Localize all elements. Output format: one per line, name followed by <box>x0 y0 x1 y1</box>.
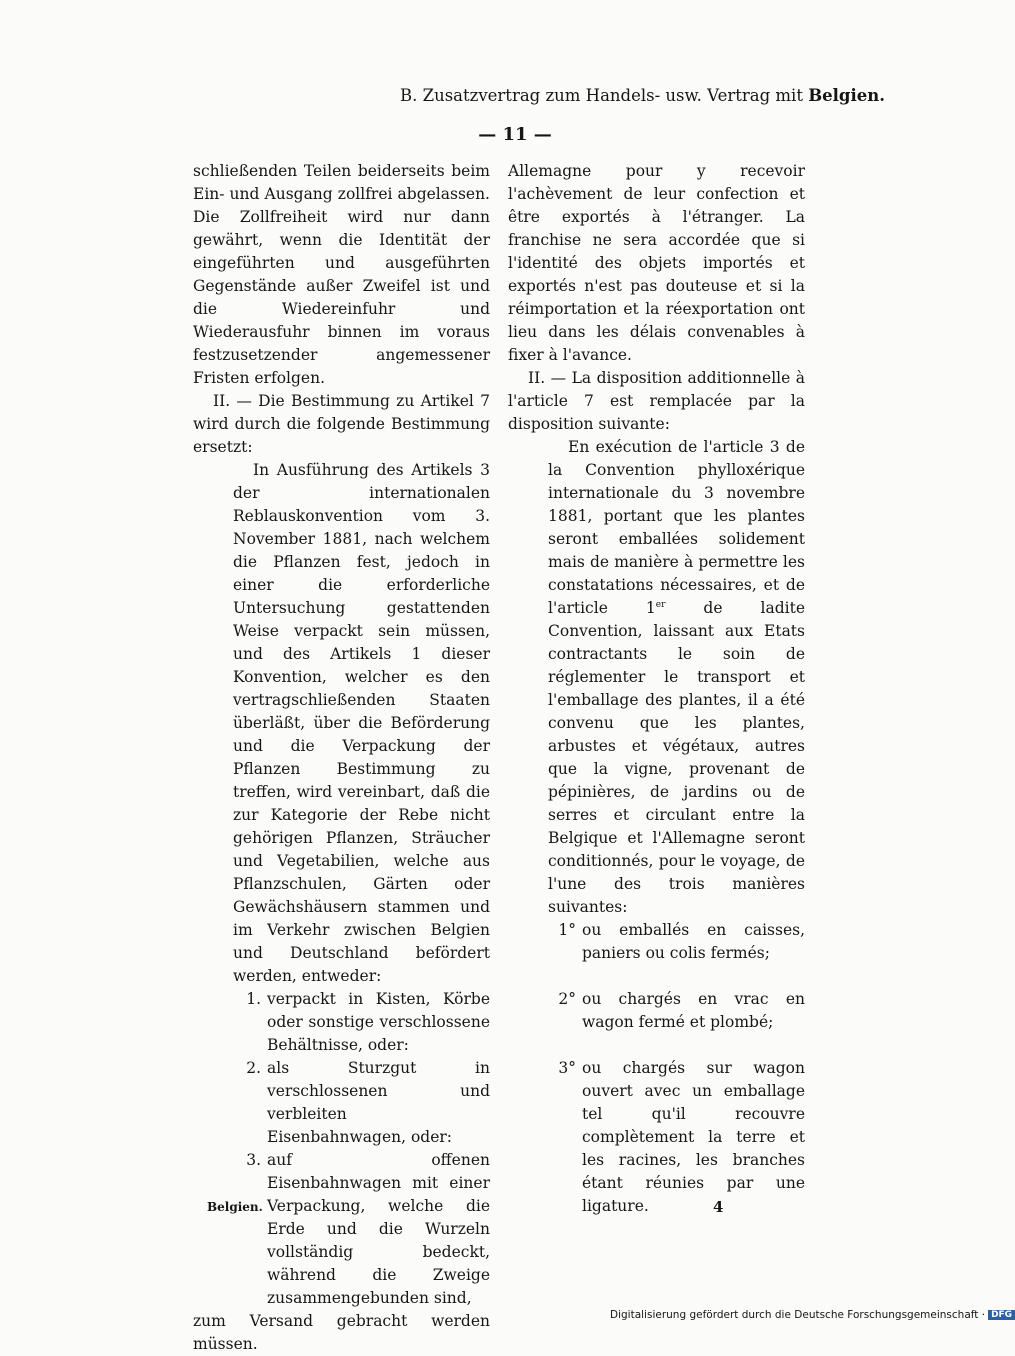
french-item-1 <box>548 919 805 965</box>
french-provision <box>548 436 805 1218</box>
french-item-text: ou chargés sur wagon ouvert avec un emballage tel qu'il recouvre complètement la terre et les racines, les branches étant réunies par une ligature. <box>582 1059 805 1215</box>
french-item-number: 3° <box>558 1059 576 1077</box>
header-title: B. Zusatzvertrag zum Handels- usw. Vertrag mit <box>400 86 803 105</box>
french-paragraph-3: En exécution de l'article 3 de la Convention phylloxérique internationale du 3 novembre 1881, portant que les plantes seront emballées solidement mais de manière à permettre les constatations nécessaires, et de l'article 1er de ladite Convention, laissant aux Etats contractants le soin de réglementer le transport et l'emballage des plantes, il a été convenu que les plantes, arbustes et végétaux, autres que la vigne, provenant de pépinières, de jardins ou de serres et circulant entre la Belgique et l'Allemagne seront conditionnés, pour le voyage, de l'une des trois manières suivantes: <box>548 438 805 916</box>
german-item-number: 1. <box>246 990 261 1008</box>
german-paragraph-2: II. — Die Bestimmung zu Artikel 7 wird durch die folgende Bestimmung ersetzt: <box>193 392 490 456</box>
german-item-3 <box>233 1149 490 1310</box>
french-paragraph-2: II. — La disposition additionnelle à l'article 7 est remplacée par la disposition suivante: <box>508 369 805 433</box>
german-paragraph-3: In Ausführung des Artikels 3 der internationalen Reblauskonvention vom 3. November 1881, nach welchem die Pflanzen fest, jedoch in einer die erforderliche Untersuchung gestattenden Weise verpackt sein müssen, und des Artikels 1 dieser Konvention, welcher es den vertragschließenden Staaten überläßt, über die Beförderung und die Verpackung der Pflanzen Bestimmung zu treffen, wird vereinbart, daß die zur Kategorie der Rebe nicht gehörigen Pflanzen, Sträucher und Vegetabilien, welche aus Pflanzschulen, Gärten oder Gewächshäusern stammen und im Verkehr zwischen Belgien und Deutschland befördert werden, entweder: <box>233 461 490 985</box>
german-item-text: als Sturzgut in verschlossenen und verbleiten Eisenbahnwagen, oder: <box>267 1059 490 1146</box>
dfg-logo-icon: DFG <box>988 1310 1015 1320</box>
french-item-3 <box>548 1057 805 1218</box>
french-item-2 <box>548 988 805 1034</box>
header-country: Belgien. <box>808 86 885 105</box>
german-item-number: 3. <box>246 1151 261 1169</box>
french-item-text: ou chargés en vrac en wagon fermé et plombé; <box>582 990 805 1031</box>
german-item-number: 2. <box>246 1059 261 1077</box>
french-paragraph-1: Allemagne pour y recevoir l'achèvement de leur confection et être exportés à l'étranger. La franchise ne sera accordée que si l'identité des objets importés et exportés n'est pas douteuse et si la réimportation et la réexportation ont lieu dans les délais convenables à fixer à l'avance. <box>508 162 805 364</box>
french-item-text: ou emballés en caisses, paniers ou colis fermés; <box>582 921 805 962</box>
german-column <box>193 160 490 1356</box>
digitization-note <box>610 1309 1015 1321</box>
german-closing: zum Versand gebracht werden müssen. <box>193 1312 490 1353</box>
footer-signature: Belgien. <box>207 1200 263 1214</box>
german-paragraph-1: schließenden Teilen beiderseits beim Ein- und Ausgang zollfrei abgelassen. Die Zollfreiheit wird nur dann gewährt, wenn die Identität der eingeführten und ausgeführten Gegenstände außer Zweifel ist und die Wiedereinfuhr und Wiederausfuhr binnen im voraus festzusetzender angemessener Fristen erfolgen. <box>193 162 490 387</box>
page-number: — 11 — <box>478 124 552 145</box>
german-item-2 <box>233 1057 490 1149</box>
german-item-text: auf offenen Eisenbahnwagen mit einer Verpackung, welche die Erde und die Wurzeln vollständig bedeckt, während die Zweige zusammengebunden sind, <box>267 1151 490 1307</box>
german-item-1 <box>233 988 490 1057</box>
german-provision <box>233 459 490 1310</box>
digitization-text: Digitalisierung gefördert durch die Deutsche Forschungsgemeinschaft · <box>610 1309 986 1321</box>
french-item-number: 1° <box>558 921 576 939</box>
french-column <box>508 160 805 1218</box>
footer-sheet-number: 4 <box>713 1198 724 1216</box>
german-item-text: verpackt in Kisten, Körbe oder sonstige verschlossene Behältnisse, oder: <box>267 990 490 1054</box>
french-item-number: 2° <box>558 990 576 1008</box>
running-header <box>400 86 885 105</box>
